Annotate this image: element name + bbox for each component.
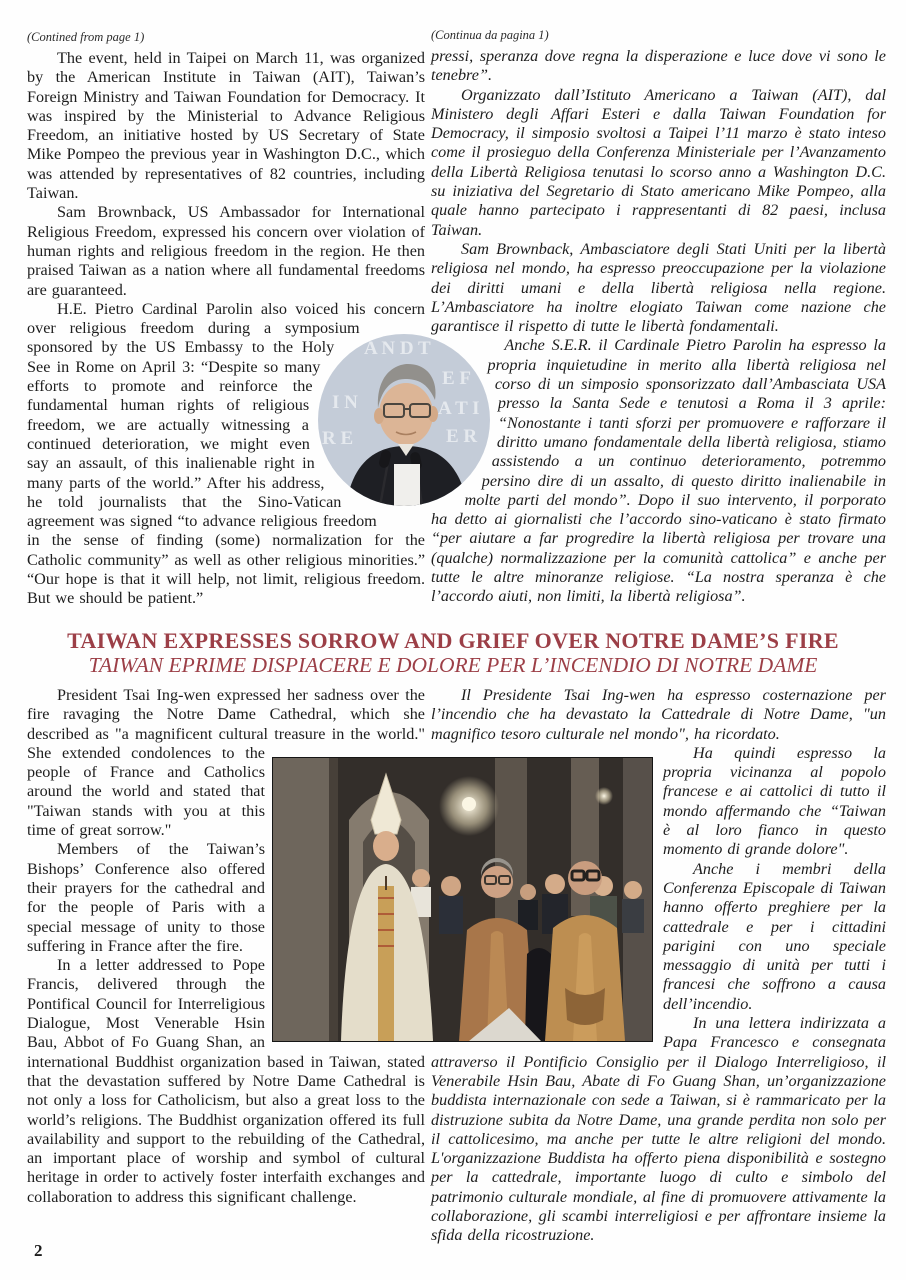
- cathedral-group-photo: [272, 757, 653, 1042]
- paragraph-it-brownback: Sam Brownback, Ambasciatore degli Stati Uniti per la libertà religiosa nel mondo, ha espresso preoccupazione per la violazione dei diritti umani e della libertà religiosa nella regione. L’Ambasciatore ha inoltre elogiato Taiwan come nazione che garantisce il rispetto di tutte le libertà fondamentali.: [431, 239, 886, 336]
- paragraph-en-tsai-text: President Tsai Ing-wen expressed her sadness over the fire ravaging the Notre Dame Cathedral, which she described as "a magnificent cultural treasure in the world." She extended condolences to the people of France and Catholics around the world and stated that "Taiwan stands with you at this time of great sorrow.": [27, 686, 425, 840]
- paragraph-it-tenebre: pressi, speranza dove regna la disperazione e luce dove vi sono le tenebre”.: [431, 47, 886, 85]
- paragraph-en-event: The event, held in Taipei on March 11, was organized by the American Institute in Taiwan (AIT), Taiwan’s Foreign Ministry and Taiwan Foundation for Democracy. It was inspired by the Ministerial to Advance Religious Freedom, an initiative hosted by US Secretary of State Mike Pompeo the previous year in Washington D.C., which was attended by representatives of 82 countries, including Taiwan.: [27, 49, 425, 203]
- headline-english: TAIWAN EXPRESSES SORROW AND GRIEF OVER NOTRE DAME’S FIRE: [67, 628, 839, 653]
- paragraph-it-tsai-text: Il Presidente Tsai Ing-wen ha espresso costernazione per l’incendio che ha devastato la Cattedrale di Notre Dame, "un magnifico tesoro culturale nel mondo", ha ricordato.: [431, 686, 886, 743]
- continuation-note-en: (Contined from page 1): [27, 30, 145, 44]
- page-number: 2: [34, 1241, 43, 1260]
- svg-text:E F: E F: [442, 368, 472, 389]
- paragraph-it-organizzato: Organizzato dall’Istituto Americano a Taiwan (AIT), dal Ministero degli Affari Esteri e dalla Taiwan Foundation for Democracy, il simposio svoltosi a Taipei l’11 marzo è stato inteso come il prosieguo della Conferenza Ministeriale per l’Avanzamento della Libertà Religiosa tenutasi lo scorso anno a Washington D.C. su iniziativa del Segretario di Stato americano Mike Pompeo, alla quale hanno partecipato i rappresentanti di 82 paesi, inclusa Taiwan.: [431, 85, 886, 239]
- parolin-portrait-photo: [318, 334, 490, 506]
- parolin-photo-graphic: [318, 334, 490, 506]
- article-headline: [0, 628, 906, 677]
- paragraph-en-parolin-text: H.E. Pietro Cardinal Parolin also voiced his concern over religious freedom during a symposium sponsored by the US Embassy to the Holy See in Rome on April 3: “Despite so many efforts to promote and reinforce the fundamental human rights of religious freedom, we are actually witnessing a continued deterioration, we might even say an assault, of this inalienable right in many parts of the world.” After his address, he told journalists that the Sino-Vatican agreement was signed “to advance religious freedom in the sense of finding (some) normalization for the Catholic community” as well as other religious minorities.” “Our hope is that it will help, not limit, religious freedom. But we should be patient.”: [27, 299, 425, 608]
- paragraph-it-parolin-text: Anche S.E.R. il Cardinale Pietro Parolin ha espresso la propria inquietudine in merito alla libertà religiosa nel corso di un simposio sponsorizzato dall’Ambasciata USA presso la Santa Sede e tenutosi a Roma il 3 aprile: “Nonostante i tanti sforzi per promuovere e rafforzare il diritto umano fondamentale della libertà religiosa, stiamo assistendo a un continuo deterioramento, potremmo persino dire di un assalto, di questo diritto inalienabile in molte parti del mondo”. Dopo il suo intervento, il porporato ha detto ai giornalisti che l’accordo sino-vaticano è stato firmato “per aiutare a far progredire la libertà religiosa per trovare una (qualche) normalizzazione per la comunità cattolica” e anche per tutte le altre minoranze religiose. “La nostra speranza è che l’accordo aiuti, non limiti, la libertà religiosa”.: [431, 336, 886, 606]
- svg-text:A N D T: A N D T: [364, 338, 431, 359]
- paragraph-en-brownback: Sam Brownback, US Ambassador for International Religious Freedom, expressed his concern over violation of human rights and religious freedom in the region. He then praised Taiwan as a nation where all fundamental freedoms are guaranteed.: [27, 203, 425, 299]
- paragraph-it-parolin: [431, 336, 886, 606]
- svg-text:I N: I N: [332, 392, 358, 413]
- svg-text:E R: E R: [446, 426, 478, 447]
- column-italian-top: [431, 28, 886, 607]
- continuation-note-it: (Continua da pagina 1): [431, 28, 549, 42]
- paragraph-it-tsai: [431, 686, 886, 744]
- paragraph-it-conferenza: Anche i membri della Conferenza Episcopale di Taiwan hanno offerto preghiere per la cattedrale e per i cittadini parigini con uno speciale messaggio di unità per tutti i francesi che soffrono a causa dell’incendio.: [663, 859, 886, 1013]
- paragraph-it-lettera: In una lettera indirizzata a Papa Francesco e consegnata attraverso il Pontificio Consiglio per il Dialogo Interreligioso, il Venerabile Hsin Bau, Abate di Fo Guang Shan, un’organizzazione buddista internazionale con sede a Taiwan, si è rammaricato per la distruzione subita da Notre Dame, una grande perdita non solo per il cattolicesimo, ma anche per tutte le altre religioni del mondo. L'organizzazione Buddista ha offerto piena disponibilità e sostegno per la cattedrale, importante luogo di culto e simbolo del patrimonio culturale mondiale, al fine di promuovere attivamente la collaborazione, gli scambi interreligiosi e per affrontare insieme la sfida della ricostruzione.: [431, 1014, 886, 1245]
- headline-italian: TAIWAN EPRIME DISPIACERE E DOLORE PER L’INCENDIO DI NOTRE DAME: [88, 653, 818, 677]
- column-english-top: [27, 30, 425, 609]
- paragraph-en-letter: In a letter addressed to Pope Francis, delivered through the Pontifical Council for Interreligious Dialogue, Most Venerable Hsin Bau, Abbot of Fo Guang Shan, an international Buddhist organization based in Taiwan, stated that the devastation suffered by Notre Dame Cathedral is not only a loss for Catholicism, but also a great loss to the world’s religions. The Buddhist organization offered its full availability and support to the rebuilding of the Cathedral, an important place of worship and symbol of cultural heritage in order to actively foster interfaith exchanges and collaboration to address this significant challenge.: [27, 956, 425, 1206]
- svg-text:R E: R E: [322, 428, 354, 449]
- svg-text:A T I: A T I: [438, 398, 480, 419]
- paragraph-en-bishops: Members of the Taiwan’s Bishops’ Conference also offered their prayers for the cathedral and for the people of Paris with a special message of unity to those suffering in France after the fire.: [27, 840, 265, 955]
- cathedral-photo-graphic: [273, 758, 652, 1041]
- paragraph-it-vicinanza: Ha quindi espresso la propria vicinanza al popolo francese e ai cattolici di tutto il mondo affermando che “Taiwan è al loro fianco in questo momento di grande dolore".: [663, 743, 886, 859]
